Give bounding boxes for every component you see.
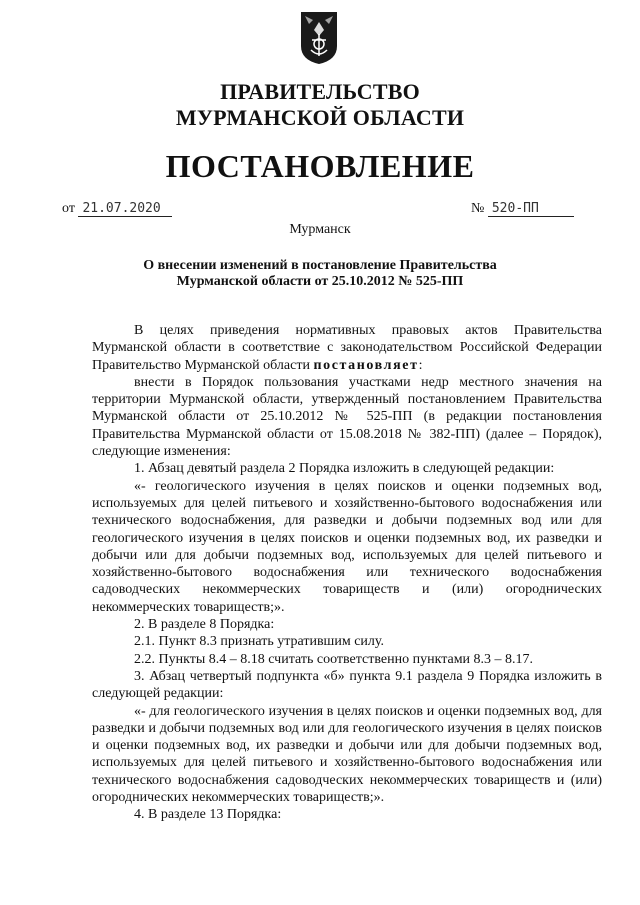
preamble-text: В целях приведения нормативных правовых актов Правительства Мурманской области в соответствие с законодательством Российской Федерации Правительство Мурманской области (92, 323, 602, 373)
document-body (92, 322, 602, 824)
paragraph-preamble (92, 322, 602, 374)
document-date (62, 200, 172, 218)
date-prefix: от (62, 201, 75, 216)
resolves-keyword: постановляет (313, 357, 419, 373)
organization-name-line1: ПРАВИТЕЛЬСТВО (220, 79, 420, 104)
subject-line2: Мурманской области от 25.10.2012 № 525-ПП (176, 274, 464, 289)
subject-line1: О внесении изменений в постановление Правительства (143, 258, 497, 273)
organization-name-line2: МУРМАНСКОЙ ОБЛАСТИ (175, 105, 465, 130)
paragraph-item-1: 1. Абзац девятый раздела 2 Порядка изложить в следующей редакции: (134, 461, 555, 477)
paragraph-item-2-2: 2.2. Пункты 8.4 – 8.18 считать соответственно пунктами 8.3 – 8.17. (134, 651, 534, 667)
paragraph-item-1-quote: «- геологического изучения в целях поисков и оценки подземных вод, используемых для целей питьевого и хозяйственно-бытового водоснабжения или технического водоснабжения, для разведки и добычи подземных вод или для геологического изучения в целях поисков и оценки подземных вод, их разведки и добычи или для добычи подземных вод, используемых для целей питьевого и хозяйственно-бытового водоснабжения или технического водоснабжения садоводческих некоммерческих товариществ и (или) огороднических некоммерческих товариществ;». (92, 478, 602, 615)
preamble-colon: : (418, 357, 423, 373)
paragraph-amend-order: внести в Порядок пользования участками недр местного значения на территории Мурманской области, утвержденный постановлением Правительства Мурманской области от 25.10.2012 № 525-ПП (в редакции постановления Правительства Мурманской области от 15.08.2018 № 382-ПП) (далее – Порядок), следующие изменения: (92, 374, 602, 460)
coat-of-arms-icon (299, 10, 339, 66)
document-type-title: ПОСТАНОВЛЕНИЕ (165, 148, 475, 184)
number-value: 520-ПП (488, 202, 574, 217)
document-number (471, 200, 574, 218)
paragraph-item-2-1: 2.1. Пункт 8.3 признать утратившим силу. (134, 634, 384, 650)
date-value: 21.07.2020 (78, 202, 172, 217)
paragraph-item-3: 3. Абзац четвертый подпункта «б» пункта 9.1 раздела 9 Порядка изложить в следующей редакции: (92, 668, 602, 702)
city-name: Мурманск (289, 222, 351, 237)
paragraph-item-4: 4. В разделе 13 Порядка: (134, 807, 282, 823)
paragraph-item-2: 2. В разделе 8 Порядка: (134, 617, 275, 633)
paragraph-item-3-quote: «- для геологического изучения в целях поисков и оценки подземных вод, для разведки и добычи подземных вод или для геологического изучения в целях поисков и оценки подземных вод, их разведки и добычи или для добычи подземных вод, используемых для целей питьевого и хозяйственно-бытового водоснабжения или технического водоснабжения садоводческих некоммерческих товариществ и (или) огороднических некоммерческих товариществ;». (92, 703, 602, 806)
number-prefix: № (471, 201, 485, 216)
